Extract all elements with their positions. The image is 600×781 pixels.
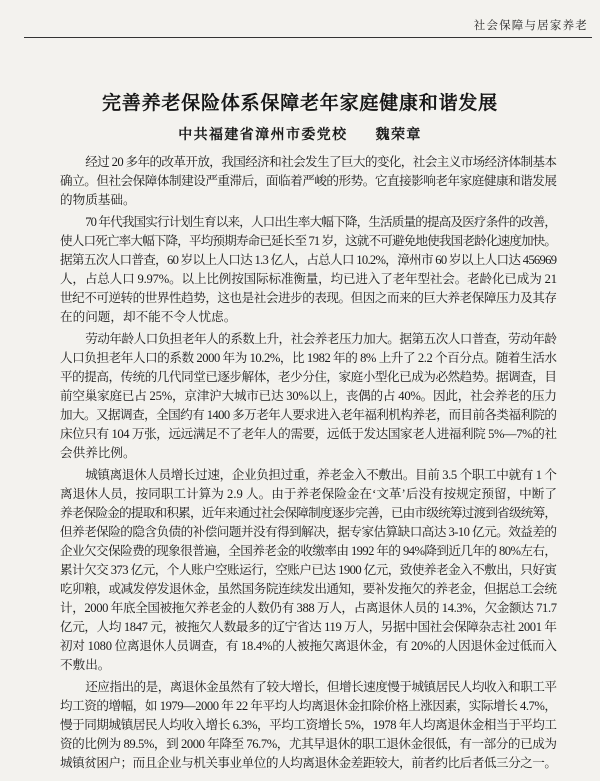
text-line: 初对 1080 位离退休人员调查，有 18.4%的人被拖欠离退休金，有 20%的人因退休金过低而入 — [60, 639, 557, 653]
text-line: 均工资的增幅，如 1979—2000 年 22 年平均人均离退休金扣除价格上涨因素，实际增长 4.7%， — [60, 699, 557, 713]
text-line: 加大。又据调查，全国约有 1400 多万老年人要求进入老年福利机构养老，而目前各类福利院的 — [60, 408, 557, 422]
paragraph — [60, 678, 557, 773]
text-line: 会供养比例。 — [60, 446, 136, 460]
text-line: 不敷出。 — [60, 658, 111, 672]
paragraph — [60, 153, 557, 210]
text-line: 劳动年龄人口负担老年人的系数上升，社会养老压力加大。据第五次人口普查，劳动年龄 — [85, 332, 557, 346]
text-line: 床位只有 104 万张，远远满足不了老年人的需要，远低于发达国家老人进福利院 5%—7%的社 — [60, 427, 557, 441]
text-line: 城镇离退休人员增长过速，企业负担过重，养老金入不敷出。目前 3.5 个职工中就有 1 个 — [85, 468, 557, 482]
text-line: 累计欠交 373 亿元，个人账户空账运行，空账户已达 1900 亿元，致使养老金入不敷出，只好寅 — [60, 563, 557, 577]
text-line: 人口负担老年人口的系数 2000 年为 10.2%，比 1982 年的 8% 上升了 2.2 个百分点。随着生活水 — [60, 351, 557, 365]
article-body — [60, 153, 557, 773]
text-line: 计，2000 年底全国被拖欠养老金的人数仍有 388 万人，占离退休人员的 14.3%，欠金额达 71.7 — [60, 601, 557, 615]
author-name: 魏荣章 — [375, 127, 422, 143]
text-line: 前空巢家庭已占 25%，京津沪大城市已达 30%以上，丧偶的占 40%。因此，社会养老的压力 — [60, 389, 557, 403]
text-line: 世纪不可逆转的世界性趋势，这也是社会进步的表现。但因之而来的巨大养老保障压力及其存 — [60, 291, 557, 305]
text-line: 据第五次人口普查，60 岁以上人口达 1.3 亿人，占总人口 10.2%，漳州市 60 岁以上人口达 456969 — [60, 253, 557, 267]
text-line: 城镇贫困户；而且企业与机关事业单位的人均离退休金差距较大，前者约比后者低三分之一。 — [60, 756, 557, 770]
paragraph — [60, 330, 557, 463]
text-line: 企业欠交保险费的现象很普遍，全国养老金的收缴率由 1992 年的 94%降到近几年的 80%左右， — [60, 544, 557, 558]
text-line: 在的问题，却不能不令人忧虑。 — [60, 310, 237, 324]
text-line: 人，占总人口 9.97%。以上比例按国际标准衡量，均已进入了老年型社会。老龄化已成为 21 — [60, 272, 557, 286]
text-line: 离退休人员，按同职工计算为 2.9 人。由于养老保险金在‘文革’后没有按规定预留，中断了 — [60, 487, 558, 501]
text-line: 养老保险金的提取和积累，近年来通过社会保障制度逐步完善，已由市级统筹过渡到省级统筹， — [60, 506, 557, 520]
text-line: 70 年代我国实行计划生育以来，人口出生率大幅下降，生活质量的提高及医疗条件的改善， — [85, 215, 557, 229]
paragraph — [60, 466, 557, 675]
header-rule — [24, 37, 592, 38]
author-affiliation: 中共福建省漳州市委党校 — [178, 127, 348, 143]
text-line: 确立。但社会保障体制建设严重滞后，面临着严峻的形势。它直接影响老年家庭健康和谐发展 — [60, 174, 557, 188]
article-title: 完善养老保险体系保障老年家庭健康和谐发展 — [101, 92, 498, 114]
byline — [0, 124, 600, 144]
text-line: 平的提高，传统的几代同堂已逐步解体，老少分住，家庭小型化已成为必然趋势。据调查，目 — [60, 370, 557, 384]
text-line: 亿元，人均 1847 元，被拖欠人数最多的辽宁省达 119 万人，另据中国社会保障杂志社 2001 年 — [60, 620, 557, 634]
text-line: 资的比例为 89.5%，到 2000 年降至 76.7%，尤其早退休的职工退休金很低，有一部分的已成为 — [60, 737, 557, 751]
text-line: 但养老保险的隐含负债的补偿问题并没有得到解决，据专家估算缺口高达 3-10 亿元。效益差的 — [60, 525, 557, 539]
text-line: 的物质基础。 — [60, 193, 136, 207]
text-line: 慢于同期城镇居民人均收入增长 6.3%，平均工资增长 5%，1978 年人均离退休金相当于平均工 — [60, 718, 557, 732]
text-line: 经过 20 多年的改革开放，我国经济和社会发生了巨大的变化，社会主义市场经济体制基本 — [85, 155, 557, 169]
text-line: 使人口死亡率大幅下降，平均预期寿命已延长至 71 岁，这就不可避免地使我国老龄化速度加快。 — [60, 234, 557, 248]
running-header: 社会保障与居家养老 — [473, 18, 588, 32]
text-line: 吃卯粮，或减发停发退休金，虽然国务院连续发出通知，要补发拖欠的养老金，但据总工会统 — [60, 582, 557, 596]
paragraph — [60, 213, 557, 327]
text-line: 还应指出的是，离退休金虽然有了较大增长，但增长速度慢于城镇居民人均收入和职工平 — [85, 680, 557, 694]
